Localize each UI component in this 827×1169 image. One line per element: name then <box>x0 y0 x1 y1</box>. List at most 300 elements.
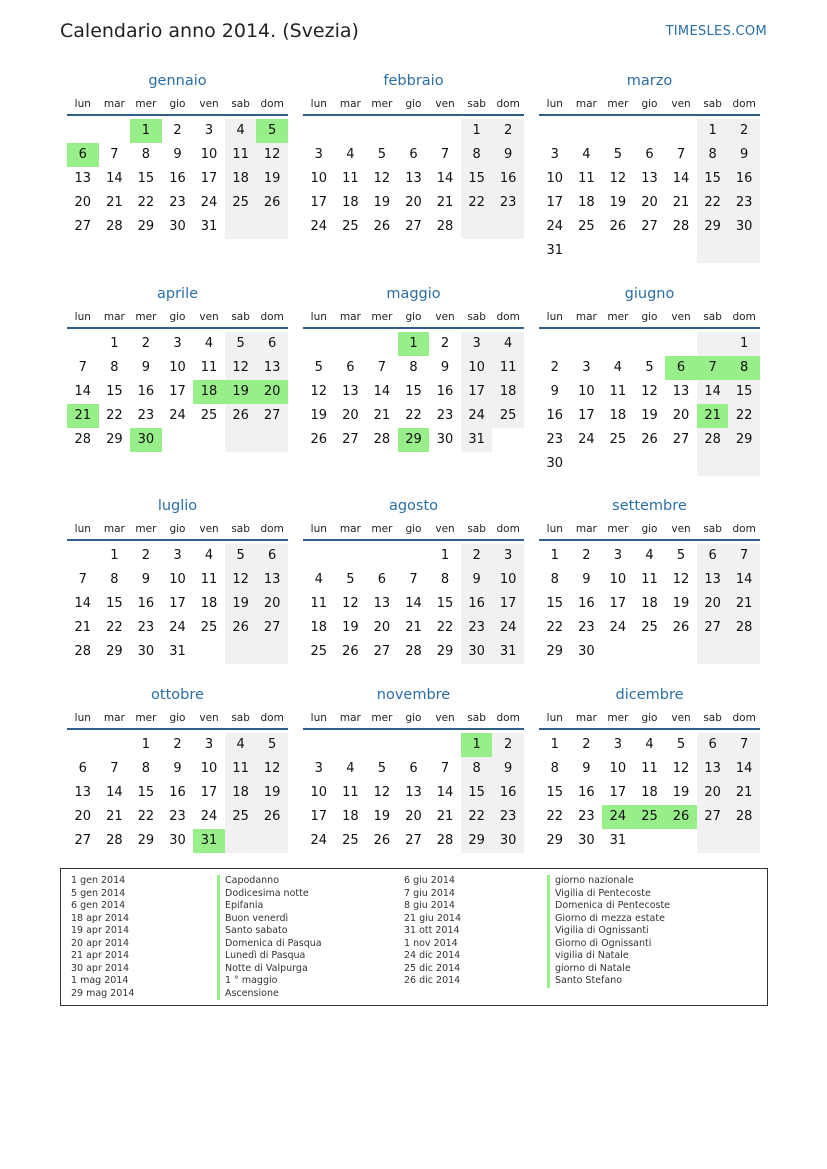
legend-date: 6 giu 2014 <box>404 875 455 886</box>
day-cell: 8 <box>141 147 151 162</box>
weekday-label: ven <box>671 311 691 323</box>
day-cell: 6 <box>256 332 288 356</box>
legend-date: 18 apr 2014 <box>71 912 130 924</box>
legend-date: 25 dic 2014 <box>404 962 461 974</box>
weekday-label: lun <box>74 311 91 323</box>
weekday-label: dom <box>260 523 284 535</box>
day-cell: 1 <box>440 548 450 563</box>
day-cell: 4 <box>204 548 214 563</box>
day-cell: 5 <box>676 737 686 752</box>
day-cell: 23 <box>169 809 186 824</box>
weekday-header <box>539 523 760 541</box>
day-cell: 27 <box>405 219 422 234</box>
day-cell: 10 <box>609 572 627 587</box>
holiday-day-cell: 1 <box>398 332 430 356</box>
day-cell: 13 <box>405 171 422 186</box>
day-cell: 12 <box>373 171 391 186</box>
day-cell: 6 <box>409 761 418 776</box>
weekday-label: mer <box>135 712 157 724</box>
weekday-label: mar <box>339 523 361 535</box>
day-cell: 23 <box>137 620 155 635</box>
day-cell: 22 <box>728 404 760 428</box>
day-cell: 28 <box>373 432 391 447</box>
day-cell: 16 <box>578 785 595 800</box>
holiday-day-cell: 18 <box>193 380 225 404</box>
day-cell: 21 <box>436 195 454 210</box>
empty-weekend-cell <box>697 829 729 853</box>
legend-holiday-name: Domenica di Pasqua <box>217 938 322 951</box>
day-cell: 21 <box>373 408 391 423</box>
holiday-day-cell: 21 <box>67 404 99 428</box>
day-cell: 15 <box>461 167 493 191</box>
day-cell: 3 <box>204 123 214 138</box>
day-cell: 11 <box>342 785 359 800</box>
day-cell: 5 <box>377 147 387 162</box>
month-name: settembre <box>612 498 687 514</box>
weekday-label: gio <box>169 523 186 535</box>
day-cell: 25 <box>310 644 328 659</box>
day-cell: 22 <box>137 809 155 824</box>
weekday-label: mer <box>135 98 157 110</box>
weekday-label: mar <box>575 712 597 724</box>
weekday-label: mar <box>339 98 361 110</box>
weekday-label: mar <box>103 712 125 724</box>
legend-holiday-name: Domenica di Pentecoste <box>547 900 670 913</box>
day-cell: 17 <box>169 384 186 399</box>
day-cell: 21 <box>728 592 760 616</box>
day-cell: 7 <box>110 147 119 162</box>
day-cell: 31 <box>169 644 186 659</box>
day-cell: 24 <box>310 833 328 848</box>
month-settembre <box>539 498 760 688</box>
day-cell: 30 <box>137 644 155 659</box>
day-cell: 18 <box>342 195 359 210</box>
day-cell: 20 <box>342 408 359 423</box>
empty-weekend-cell <box>256 829 288 853</box>
weekday-label: lun <box>310 98 327 110</box>
day-cell: 9 <box>492 143 524 167</box>
weekday-label: dom <box>496 712 520 724</box>
day-cell: 14 <box>436 785 454 800</box>
weekday-label: lun <box>74 712 91 724</box>
weekday-label: dom <box>732 98 756 110</box>
weekday-label: gio <box>169 712 186 724</box>
day-cell: 18 <box>225 167 257 191</box>
day-cell: 5 <box>225 332 257 356</box>
holiday-day-cell: 21 <box>697 404 729 428</box>
day-cell: 24 <box>310 219 328 234</box>
day-cell: 28 <box>74 644 92 659</box>
day-cell: 6 <box>377 572 387 587</box>
day-cell: 15 <box>106 596 123 611</box>
day-cell: 5 <box>314 360 323 375</box>
day-cell: 8 <box>141 761 151 776</box>
day-cell: 22 <box>546 620 564 635</box>
month-dicembre <box>539 687 760 877</box>
day-cell: 11 <box>200 572 218 587</box>
day-cell: 25 <box>225 805 257 829</box>
day-cell: 21 <box>106 195 123 210</box>
day-cell: 13 <box>697 757 729 781</box>
day-cell: 11 <box>310 596 328 611</box>
day-cell: 13 <box>256 356 288 380</box>
day-cell: 19 <box>225 592 257 616</box>
day-cell: 14 <box>728 757 760 781</box>
day-cell: 19 <box>641 408 658 423</box>
day-cell: 25 <box>492 404 524 428</box>
month-name: gennaio <box>148 73 207 89</box>
empty-weekend-cell <box>225 640 257 664</box>
day-cell: 9 <box>440 360 450 375</box>
empty-weekend-cell <box>256 640 288 664</box>
day-cell: 17 <box>200 785 218 800</box>
day-cell: 2 <box>492 733 524 757</box>
legend-date: 1 gen 2014 <box>71 875 126 886</box>
day-cell: 16 <box>436 384 454 399</box>
weekday-label: mar <box>103 311 125 323</box>
legend-holiday-name: Giorno di mezza estate <box>547 913 670 926</box>
weekday-label: sab <box>467 98 486 110</box>
day-cell: 28 <box>436 833 454 848</box>
day-cell: 25 <box>225 191 257 215</box>
day-cell: 6 <box>697 544 729 568</box>
day-cell: 26 <box>256 191 288 215</box>
weekday-label: lun <box>546 712 563 724</box>
weekday-label: dom <box>260 311 284 323</box>
day-cell: 26 <box>310 432 328 447</box>
day-cell: 4 <box>346 147 355 162</box>
month-name: dicembre <box>615 687 684 703</box>
day-cell: 6 <box>697 733 729 757</box>
day-cell: 7 <box>440 147 450 162</box>
day-cell: 19 <box>256 167 288 191</box>
month-novembre <box>303 687 524 877</box>
weekday-label: lun <box>310 712 327 724</box>
day-cell: 31 <box>200 219 218 234</box>
day-cell: 3 <box>173 548 182 563</box>
weekday-header <box>67 311 288 329</box>
legend-date: 1 nov 2014 <box>404 937 458 949</box>
day-cell: 16 <box>169 171 186 186</box>
holiday-day-cell: 19 <box>225 380 257 404</box>
day-cell: 22 <box>405 408 422 423</box>
weekday-label: mar <box>575 523 597 535</box>
legend-dates-right <box>404 875 461 988</box>
legend-holiday-name: Buon venerdì <box>217 913 322 926</box>
day-cell: 8 <box>409 360 418 375</box>
day-cell: 11 <box>225 143 257 167</box>
day-cell: 10 <box>169 360 186 375</box>
day-cell: 30 <box>578 833 595 848</box>
weekday-label: gio <box>169 98 186 110</box>
day-cell: 10 <box>169 572 186 587</box>
day-cell: 27 <box>697 805 729 829</box>
day-cell: 19 <box>256 781 288 805</box>
day-cell: 13 <box>373 596 391 611</box>
weekday-label: dom <box>260 712 284 724</box>
weekday-label: ven <box>671 712 691 724</box>
month-name: maggio <box>386 286 441 302</box>
day-cell: 20 <box>256 592 288 616</box>
month-name: marzo <box>626 73 673 89</box>
day-cell: 29 <box>436 644 454 659</box>
day-cell: 12 <box>256 143 288 167</box>
day-cell: 23 <box>436 408 454 423</box>
empty-weekend-cell <box>256 215 288 239</box>
day-cell: 23 <box>461 616 493 640</box>
empty-weekend-cell <box>728 452 760 476</box>
day-cell: 9 <box>550 384 559 399</box>
day-cell: 17 <box>169 596 186 611</box>
weekday-label: gio <box>641 712 658 724</box>
weekday-header <box>67 712 288 730</box>
weekday-label: dom <box>496 523 520 535</box>
month-gennaio <box>67 73 288 263</box>
day-cell: 19 <box>672 596 690 611</box>
day-cell: 16 <box>137 596 155 611</box>
day-cell: 25 <box>200 408 218 423</box>
holiday-day-cell: 29 <box>398 428 430 452</box>
empty-weekend-cell <box>225 428 257 452</box>
day-cell: 27 <box>74 833 92 848</box>
day-cell: 15 <box>546 596 564 611</box>
day-cell: 27 <box>342 432 359 447</box>
empty-weekend-cell <box>256 428 288 452</box>
legend-names-right <box>547 875 670 988</box>
month-luglio <box>67 498 288 688</box>
brand-logo[interactable]: TIMESLES.COM <box>665 24 767 39</box>
month-febbraio <box>303 73 524 263</box>
holiday-day-cell: 7 <box>697 356 729 380</box>
day-cell: 12 <box>225 568 257 592</box>
day-cell: 8 <box>550 572 559 587</box>
day-cell: 14 <box>74 384 92 399</box>
day-cell: 25 <box>342 833 359 848</box>
weekday-label: lun <box>546 523 563 535</box>
day-cell: 1 <box>110 336 119 351</box>
day-cell: 10 <box>200 761 218 776</box>
weekday-label: mer <box>135 523 157 535</box>
weekday-label: lun <box>74 523 91 535</box>
day-cell: 22 <box>546 809 564 824</box>
day-cell: 2 <box>492 119 524 143</box>
day-cell: 2 <box>582 548 591 563</box>
day-cell: 3 <box>582 360 591 375</box>
month-name: agosto <box>388 498 439 514</box>
day-cell: 25 <box>578 219 595 234</box>
month-marzo <box>539 73 760 263</box>
weekday-label: dom <box>496 98 520 110</box>
month-maggio <box>303 286 524 476</box>
day-cell: 6 <box>346 360 355 375</box>
weekday-label: mer <box>607 523 629 535</box>
holiday-day-cell: 31 <box>193 829 225 853</box>
weekday-label: mer <box>607 712 629 724</box>
day-cell: 14 <box>697 380 729 404</box>
day-cell: 22 <box>697 191 729 215</box>
day-cell: 18 <box>492 380 524 404</box>
day-cell: 17 <box>609 596 627 611</box>
day-cell: 7 <box>728 544 760 568</box>
day-cell: 3 <box>613 548 623 563</box>
empty-weekend-cell <box>492 215 524 239</box>
day-cell: 26 <box>672 620 690 635</box>
day-cell: 26 <box>641 432 658 447</box>
day-cell: 19 <box>373 195 391 210</box>
day-cell: 4 <box>645 737 654 752</box>
day-cell: 16 <box>169 785 186 800</box>
day-cell: 13 <box>641 171 658 186</box>
day-cell: 26 <box>225 616 257 640</box>
day-cell: 24 <box>461 404 493 428</box>
day-cell: 13 <box>74 785 92 800</box>
holiday-day-cell: 5 <box>256 119 288 143</box>
weekday-header <box>303 98 524 116</box>
legend-holiday-name: vigilia di Natale <box>547 950 670 963</box>
day-cell: 24 <box>578 432 595 447</box>
day-cell: 8 <box>697 143 729 167</box>
day-cell: 29 <box>106 432 123 447</box>
day-cell: 6 <box>256 544 288 568</box>
day-cell: 7 <box>728 733 760 757</box>
legend-holiday-name: Giorno di Ognissanti <box>547 938 670 951</box>
legend-date: 6 gen 2014 <box>71 900 126 911</box>
day-cell: 18 <box>609 408 627 423</box>
day-cell: 14 <box>672 171 690 186</box>
day-cell: 30 <box>169 833 186 848</box>
holiday-day-cell: 6 <box>665 356 697 380</box>
day-cell: 10 <box>609 761 627 776</box>
day-cell: 20 <box>697 781 729 805</box>
day-cell: 28 <box>672 219 690 234</box>
legend-date: 24 dic 2014 <box>404 950 461 961</box>
day-cell: 31 <box>492 640 524 664</box>
day-cell: 24 <box>169 408 186 423</box>
month-name: ottobre <box>151 687 204 703</box>
day-cell: 1 <box>550 548 559 563</box>
day-cell: 24 <box>200 195 218 210</box>
day-cell: 27 <box>697 616 729 640</box>
day-cell: 26 <box>256 805 288 829</box>
weekday-label: mer <box>371 311 393 323</box>
day-cell: 19 <box>609 195 627 210</box>
holiday-day-cell: 6 <box>67 143 99 167</box>
day-cell: 10 <box>492 568 524 592</box>
weekday-label: lun <box>74 98 91 110</box>
day-cell: 25 <box>342 219 359 234</box>
weekday-label: sab <box>703 98 722 110</box>
day-cell: 18 <box>578 195 595 210</box>
day-cell: 19 <box>672 785 690 800</box>
legend-holiday-name: giorno nazionale <box>547 875 670 888</box>
weekday-header <box>67 98 288 116</box>
day-cell: 6 <box>645 147 654 162</box>
day-cell: 18 <box>225 781 257 805</box>
month-aprile <box>67 286 288 476</box>
day-cell: 4 <box>204 336 214 351</box>
day-cell: 13 <box>405 785 422 800</box>
day-cell: 2 <box>141 336 151 351</box>
day-cell: 6 <box>409 147 418 162</box>
weekday-label: lun <box>546 98 563 110</box>
weekday-label: ven <box>435 98 455 110</box>
day-cell: 18 <box>342 809 359 824</box>
day-cell: 21 <box>728 781 760 805</box>
day-cell: 5 <box>676 548 686 563</box>
day-cell: 14 <box>373 384 391 399</box>
day-cell: 29 <box>728 428 760 452</box>
weekday-label: mer <box>371 712 393 724</box>
weekday-label: sab <box>703 712 722 724</box>
day-cell: 9 <box>461 568 493 592</box>
day-cell: 26 <box>225 404 257 428</box>
day-cell: 30 <box>436 432 454 447</box>
day-cell: 11 <box>641 572 658 587</box>
day-cell: 20 <box>405 195 422 210</box>
weekday-label: mar <box>575 311 597 323</box>
holiday-day-cell: 1 <box>461 733 493 757</box>
day-cell: 29 <box>137 833 155 848</box>
weekday-label: sab <box>467 712 486 724</box>
day-cell: 9 <box>582 572 591 587</box>
weekday-label: mer <box>607 311 629 323</box>
page-title: Calendario anno 2014. (Svezia) <box>60 20 359 42</box>
day-cell: 10 <box>578 384 595 399</box>
holiday-day-cell: 1 <box>130 119 162 143</box>
day-cell: 4 <box>492 332 524 356</box>
weekday-label: lun <box>310 311 327 323</box>
weekday-label: gio <box>405 712 422 724</box>
day-cell: 23 <box>492 191 524 215</box>
day-cell: 16 <box>137 384 155 399</box>
day-cell: 3 <box>204 737 214 752</box>
day-cell: 29 <box>106 644 123 659</box>
day-cell: 11 <box>609 384 627 399</box>
day-cell: 2 <box>173 737 182 752</box>
day-cell: 11 <box>225 757 257 781</box>
day-cell: 26 <box>609 219 627 234</box>
legend-date: 5 gen 2014 <box>71 887 126 899</box>
day-cell: 16 <box>728 167 760 191</box>
month-name: giugno <box>624 286 675 302</box>
day-cell: 5 <box>613 147 623 162</box>
legend-date: 21 giu 2014 <box>404 912 461 924</box>
day-cell: 21 <box>436 809 454 824</box>
day-cell: 12 <box>672 572 690 587</box>
weekday-label: sab <box>467 311 486 323</box>
day-cell: 20 <box>697 592 729 616</box>
month-name: aprile <box>156 286 199 302</box>
day-cell: 5 <box>346 572 355 587</box>
day-cell: 25 <box>641 620 658 635</box>
day-cell: 14 <box>74 596 92 611</box>
day-cell: 10 <box>461 356 493 380</box>
weekday-label: dom <box>732 311 756 323</box>
day-cell: 12 <box>609 171 627 186</box>
day-cell: 13 <box>697 568 729 592</box>
day-cell: 15 <box>436 596 454 611</box>
day-cell: 15 <box>137 785 155 800</box>
day-cell: 7 <box>440 761 450 776</box>
legend-date: 21 apr 2014 <box>71 950 130 961</box>
weekday-label: mar <box>103 98 125 110</box>
day-cell: 28 <box>106 833 123 848</box>
day-cell: 15 <box>106 384 123 399</box>
legend-holiday-name: Santo Stefano <box>547 975 670 988</box>
holiday-day-cell: 25 <box>634 805 666 829</box>
weekday-label: gio <box>641 523 658 535</box>
day-cell: 17 <box>461 380 493 404</box>
